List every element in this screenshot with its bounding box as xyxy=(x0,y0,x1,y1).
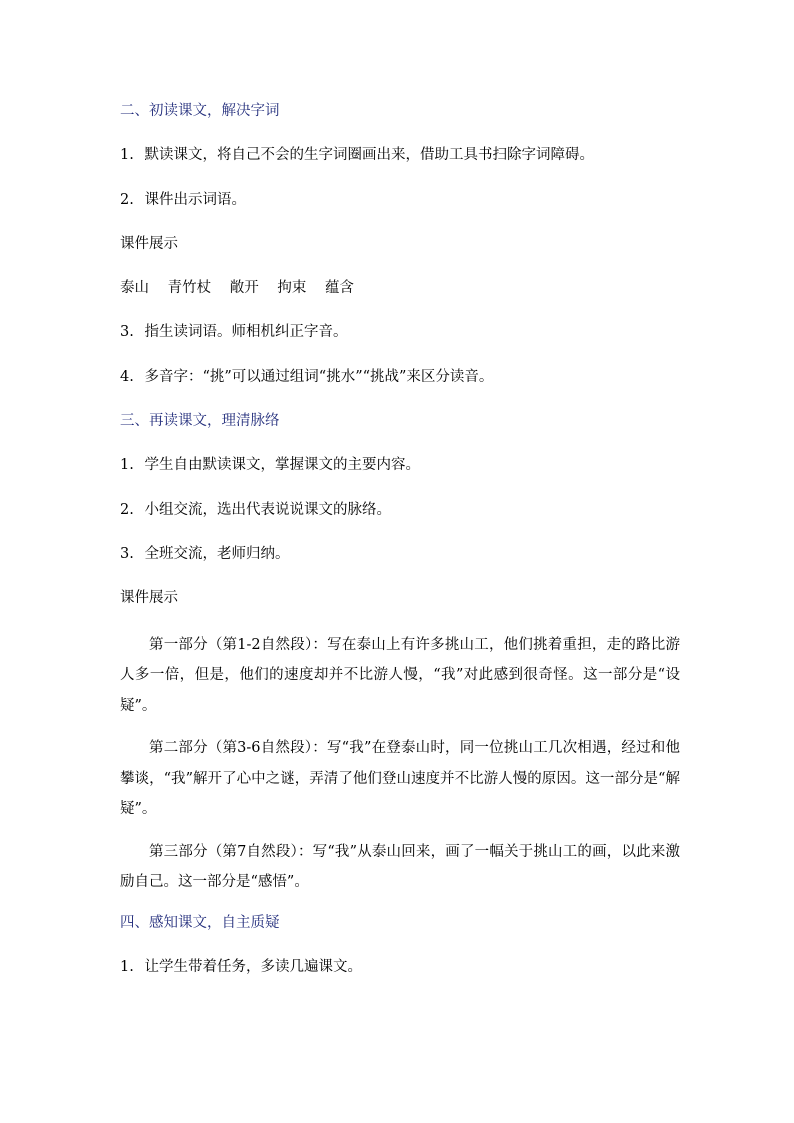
heading-prefix: 三、 xyxy=(120,413,149,430)
list-item xyxy=(120,187,680,213)
item-number: 1. xyxy=(120,958,134,975)
section-heading-3 xyxy=(120,408,680,434)
courseware-label: 课件展示 xyxy=(120,235,178,252)
item-text: 学生自由默读课文，掌握课文的主要内容。 xyxy=(144,457,420,474)
vocab-word: 拘束 xyxy=(277,280,307,297)
list-item xyxy=(120,497,680,523)
item-text: 小组交流，选出代表说说课文的脉络。 xyxy=(144,501,391,518)
item-number: 2. xyxy=(120,501,134,518)
item-text: 指生读词语。师相机纠正字音。 xyxy=(144,324,348,341)
item-text: 课件出示词语。 xyxy=(144,191,246,208)
item-text: 让学生带着任务，多读几遍课文。 xyxy=(144,958,362,975)
summary-paragraph: 第三部分（第7自然段）：写“我”从泰山回来，画了一幅关于挑山工的画，以此来激励自己。这一部分是“感悟”。 xyxy=(120,843,680,891)
heading-text: 初读课文，解决字词 xyxy=(149,103,280,119)
list-item xyxy=(120,452,680,478)
vocabulary-list xyxy=(120,275,680,301)
heading-text: 再读课文，理清脉络 xyxy=(149,413,280,430)
item-text: 多音字：“挑”可以通过组词“挑水”“挑战”来区分读音。 xyxy=(144,368,494,385)
courseware-label: 课件展示 xyxy=(120,590,178,607)
document-page xyxy=(120,98,680,998)
list-item xyxy=(120,364,680,390)
vocab-word: 蕴含 xyxy=(324,280,354,297)
item-number: 4. xyxy=(120,368,134,385)
item-number: 1. xyxy=(120,457,134,474)
item-text: 默读课文，将自己不会的生字词圈画出来，借助工具书扫除字词障碍。 xyxy=(144,147,594,164)
list-item xyxy=(120,319,680,345)
heading-text: 感知课文，自主质疑 xyxy=(149,914,280,931)
section-heading-2 xyxy=(120,98,680,124)
summary-paragraph: 第一部分（第1-2自然段）：写在泰山上有许多挑山工，他们挑着重担，走的路比游人多一倍，但是，他们的速度却并不比游人慢，“我”对此感到很奇怪。这一部分是“设疑”。 xyxy=(120,636,680,714)
summary-paragraph: 第二部分（第3-6自然段）：写“我”在登泰山时，同一位挑山工几次相遇，经过和他攀谈，“我”解开了心中之谜，弄清了他们登山速度并不比游人慢的原因。这一部分是“解疑”。 xyxy=(120,740,680,818)
item-number: 1. xyxy=(120,147,134,164)
vocab-word: 青竹杖 xyxy=(167,280,212,297)
vocab-word: 泰山 xyxy=(120,280,149,297)
section-heading-4 xyxy=(120,910,680,936)
item-number: 2. xyxy=(120,191,134,208)
list-item xyxy=(120,541,680,567)
heading-prefix: 二、 xyxy=(120,103,149,119)
heading-prefix: 四、 xyxy=(120,914,149,931)
list-item xyxy=(120,142,680,168)
item-number: 3. xyxy=(120,324,134,341)
list-item xyxy=(120,954,680,980)
vocab-word: 敞开 xyxy=(229,280,259,297)
item-number: 3. xyxy=(120,545,134,562)
item-text: 全班交流，老师归纳。 xyxy=(144,545,290,562)
